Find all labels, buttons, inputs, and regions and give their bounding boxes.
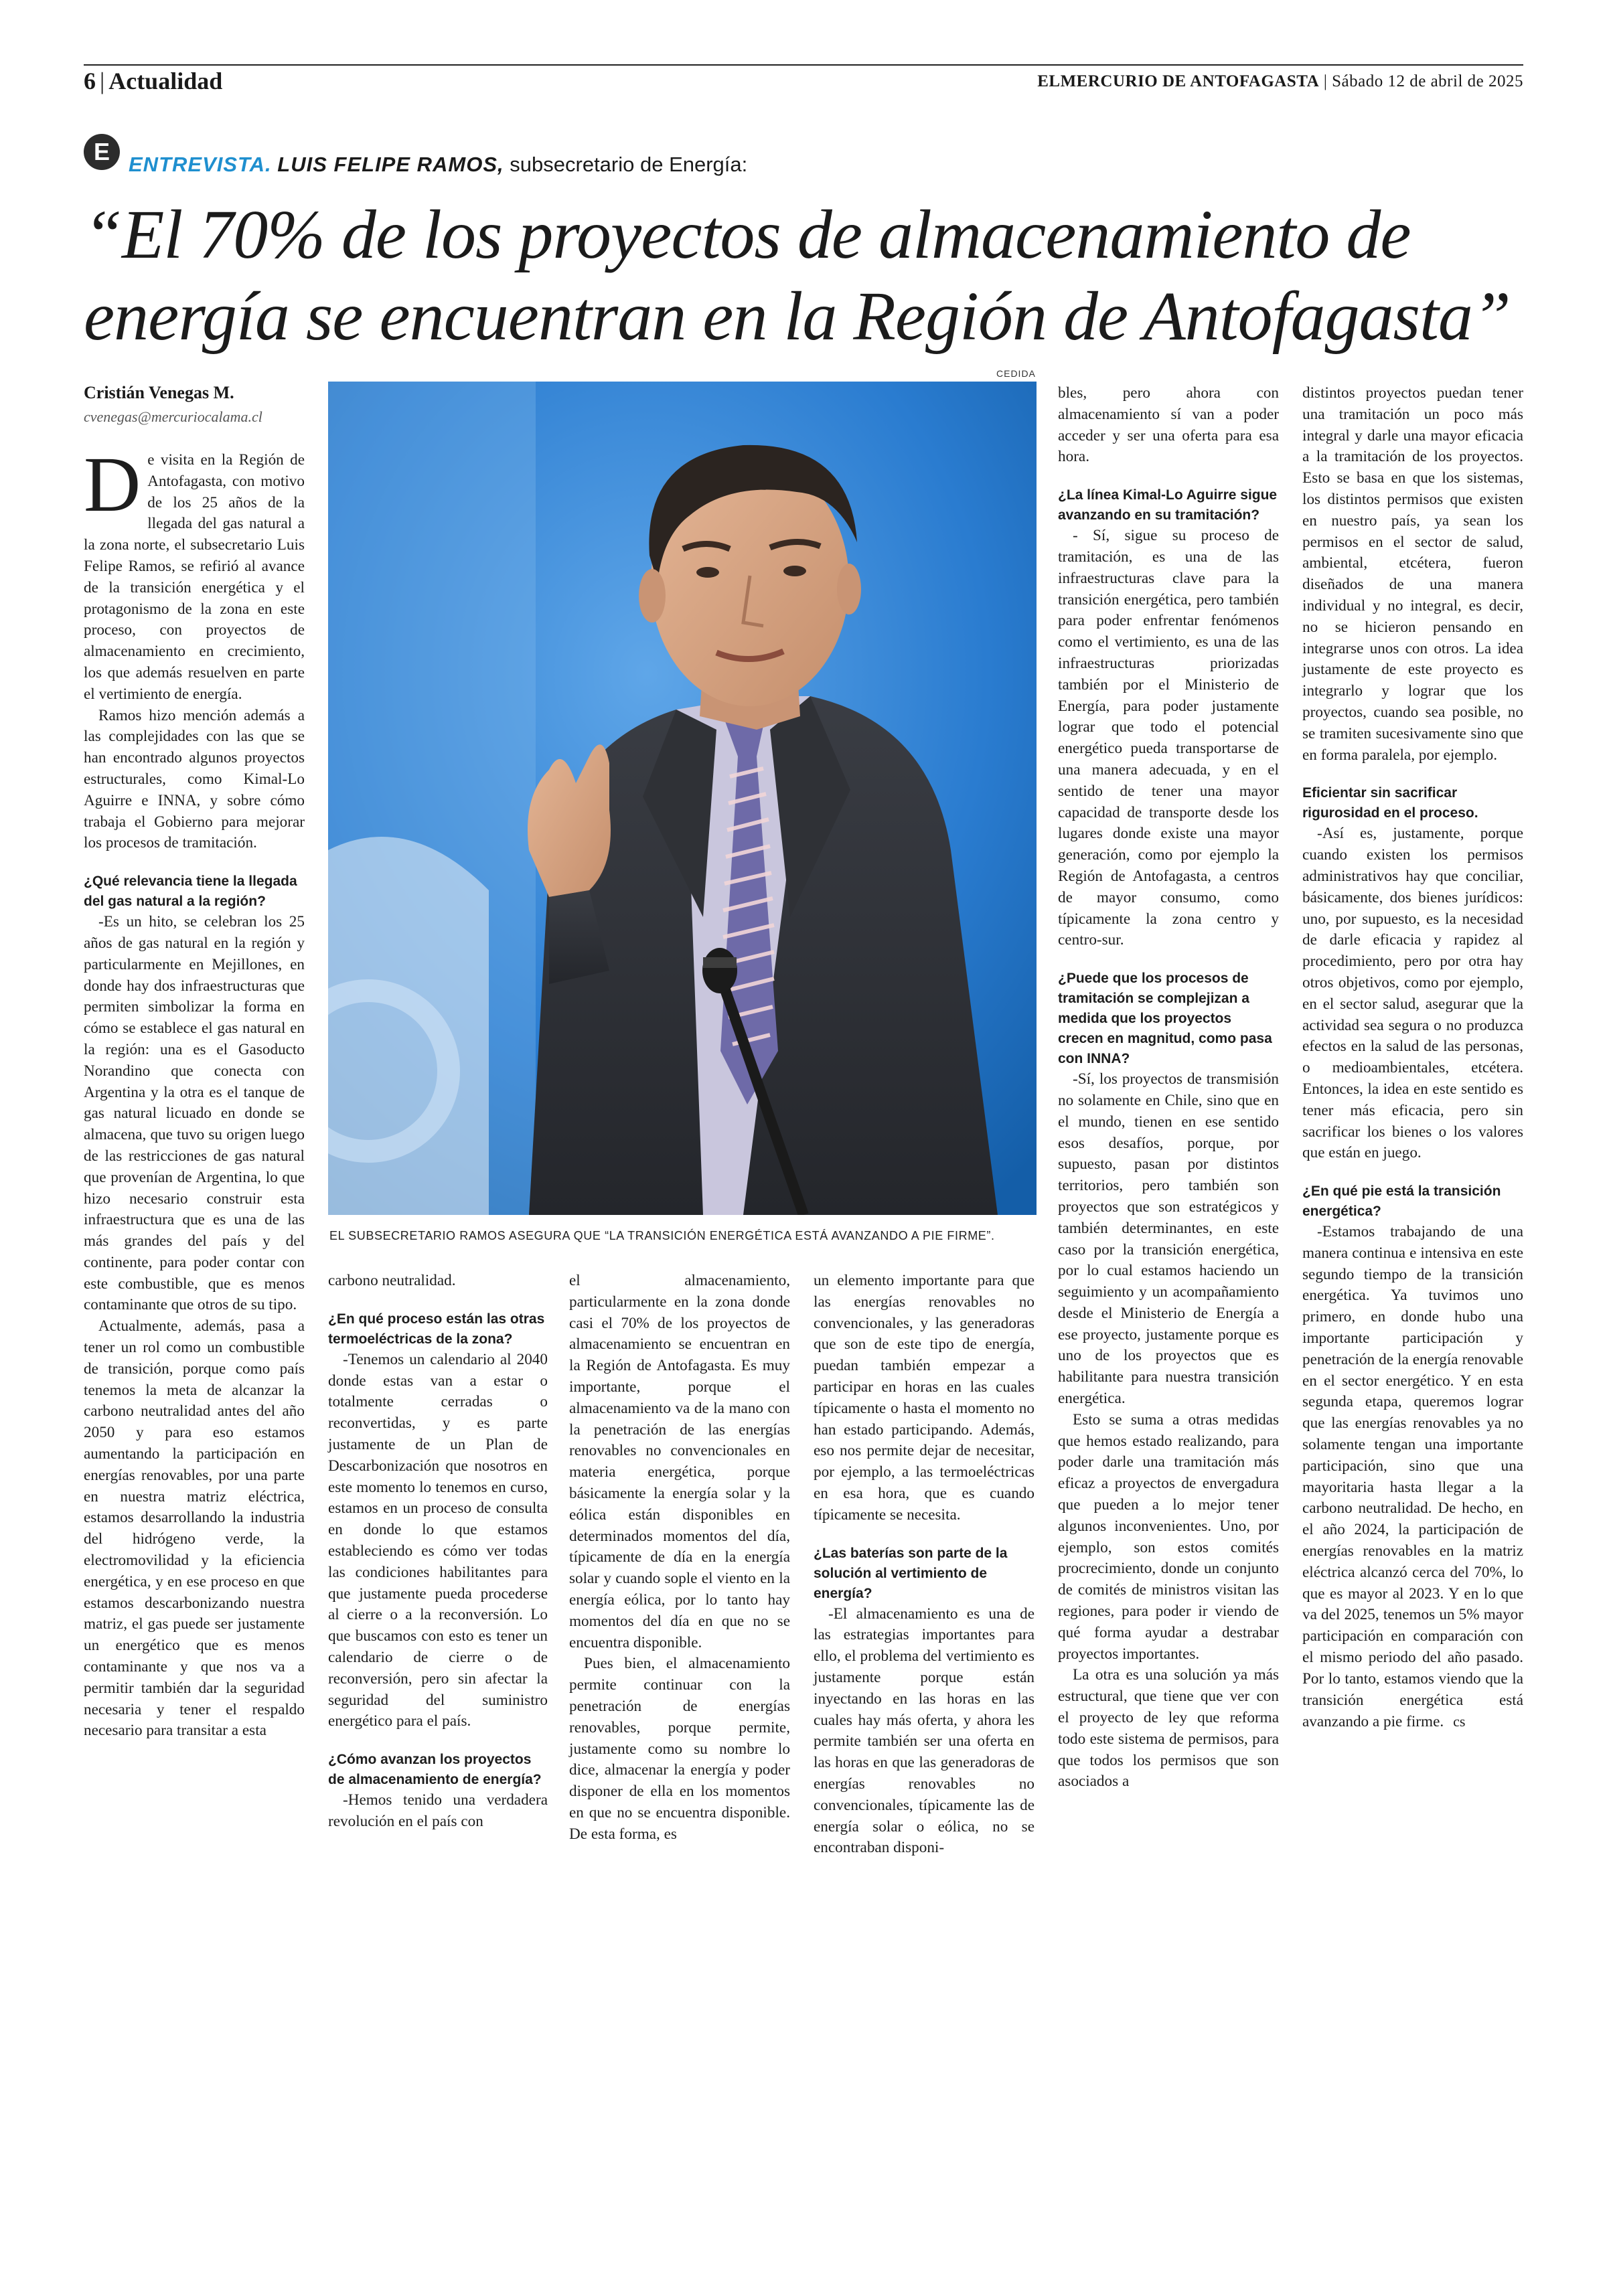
body-paragraph: -Tenemos un calendario al 2040 donde estas van a estar o totalmente cerradas o reconvertidas, y es parte justamente de un Plan de Descarbonización que nosotros en este momento lo tenemos en curso, estamos en un proceso de consulta en donde lo que estamos estableciendo es cómo ver todas las condiciones habilitantes para que justamente pueda procederse al cierre o a la reconversión. Lo que buscamos con esto es tener un calendario de cierre o de reconversión, pero sin afectar la seguridad del suministro energético para el país. bbox=[328, 1350, 548, 1730]
headline: “El 70% de los proyectos de almacenamiento de energía se encuentran en la Región de Antofagasta” bbox=[84, 196, 1511, 355]
end-mark: cs bbox=[1453, 1713, 1466, 1730]
body-paragraph: -Es un hito, se celebran los 25 años de gas natural en la región y particularmente en Mejillones, en donde hay dos infraestructuras que permiten simbolizar la forma en cómo se establece el gas natural en la región: una es el Gasoducto Norandino que conecta con Argentina y la otra es el tanque de gas natural licuado en donde se almacena, que tuvo su origen luego de las restricciones de gas natural que provenían de Argentina, lo que hizo necesario construir esta infraestructura que es una de las más grandes del país y del continente, para poder contar con este combustible, que es menos contaminante que otros de su tipo. bbox=[84, 913, 305, 1314]
header-rule bbox=[84, 64, 1523, 66]
kicker bbox=[129, 153, 747, 177]
body-paragraph: La otra es una solución ya más estructural, que tiene que ver con el proyecto de ley que reforma todo este sistema de permisos, para que todos los permisos que son asociados a bbox=[1058, 1666, 1279, 1791]
question: ¿Cómo avanzan los proyectos de almacenamiento de energía? bbox=[328, 1752, 542, 1788]
body-paragraph: bles, pero ahora con almacenamiento sí van a poder acceder y ser una oferta para esa hora. bbox=[1058, 384, 1279, 466]
kicker-role: subsecretario de Energía: bbox=[510, 153, 748, 176]
lead-paragraph: De visita en la Región de Antofagasta, con motivo de los 25 años de la llegada del gas natural a la zona norte, el subsecretario Luis Felipe Ramos, se refirió al avance de la transición energética y el protagonismo de la zona en este proceso, con proyectos de almacenamiento en crecimiento, los que además resuelven en parte el vertimiento de energía. bbox=[84, 440, 305, 703]
article-column-2 bbox=[328, 1270, 548, 1833]
publication-date: Sábado 12 de abril de 2025 bbox=[1332, 72, 1523, 90]
question: Eficientar sin sacrificar rigurosidad en el proceso. bbox=[1302, 785, 1478, 821]
body-paragraph: un elemento importante para que las energías renovables no convencionales, y las generadoras que son de este tipo de energía, puedan también empezar a participar en horas en las cuales típicamente o hasta el momento no han estado participando. Además, eso nos permite dejar de necesitar, por ejemplo, a las termoeléctricas en esa hora, que es cuando típicamente se necesita. bbox=[814, 1272, 1035, 1524]
publication-name: ELMERCURIO DE ANTOFAGASTA bbox=[1037, 72, 1320, 90]
speaker-illustration bbox=[328, 382, 1037, 1215]
photo-credit: CEDIDA bbox=[996, 368, 1036, 379]
question: ¿En qué proceso están las otras termoeléctricas de la zona? bbox=[328, 1311, 545, 1347]
photo-caption: EL SUBSECRETARIO RAMOS ASEGURA QUE “LA TRANSICIÓN ENERGÉTICA ESTÁ AVANZANDO A PIE FIRME”. bbox=[329, 1229, 995, 1242]
section-badge: E bbox=[84, 134, 120, 170]
body-paragraph: -Así es, justamente, porque cuando existen los permisos administrativos hay que conciliar, básicamente, dos bienes jurídicos: uno, por supuesto, es la necesidad de darle eficacia y rapidez al procedimiento, pero por otra hay otros objetivos, como por ejemplo, en el sector salud, asegurar que la actividad sea segura o no produzca efectos en la salud de las personas, o medioambientales, etcétera. Entonces, la idea en este sentido es tener más eficacia, pero sin sacrificar los bienes o los valores que están en juego. bbox=[1302, 825, 1523, 1162]
question: ¿En qué pie está la transición energética? bbox=[1302, 1183, 1501, 1220]
question: ¿Qué relevancia tiene la llegada del gas natural a la región? bbox=[84, 874, 297, 910]
kicker-label: ENTREVISTA. bbox=[129, 153, 272, 176]
byline-author: Cristián Venegas M. bbox=[84, 383, 234, 402]
body-paragraph: carbono neutralidad. bbox=[328, 1272, 456, 1289]
question: ¿Las baterías son parte de la solución al vertimiento de energía? bbox=[814, 1545, 1008, 1601]
dropcap: D bbox=[84, 440, 141, 528]
body-paragraph: -El almacenamiento es una de las estrategias importantes para ello, el problema del vertimiento es justamente porque están inyectando en las horas en las cuales hay más oferta, y ahora les permite también ser una oferta en las horas en que las generadoras de energías renovables no convencionales, típicamente las de energía solar o eólica, no se encontraban disponi- bbox=[814, 1605, 1035, 1857]
page-number: 6 bbox=[84, 68, 96, 94]
article-column-5 bbox=[1058, 383, 1279, 1793]
kicker-person: LUIS FELIPE RAMOS, bbox=[277, 153, 504, 176]
body-paragraph: Pues bien, el almacenamiento permite continuar con la penetración de energías renovables, porque permite, justamente como su nombre lo dice, almacenar la energía y poder disponer de ella en los momentos en que no se encuentra disponible. De esta forma, es bbox=[569, 1655, 790, 1843]
article-column-6 bbox=[1302, 383, 1523, 1733]
body-paragraph: -Sí, los proyectos de transmisión no solamente en Chile, sino que en el mundo, tienen en ese sentido esos desafíos, porque, por supuesto, pasan por distintos territorios, pero también son proyectos que son estratégicos y también determinantes, en este caso por la transición energética, por lo cual estamos haciendo un seguimiento y un acompañamiento desde el Ministerio de Energía a ese proyecto, justamente porque es uno de los proyectos que es habilitante para nuestra transición energética. bbox=[1058, 1070, 1279, 1408]
body-paragraph: Ramos hizo mención además a las complejidades con las que se han encontrado algunos proyectos estructurales, como Kimal-Lo Aguirre e INNA, y sobre cómo trabaja el Gobierno para mejorar los procesos de tramitación. bbox=[84, 706, 305, 852]
article-column-3 bbox=[569, 1270, 790, 1846]
section-name: Actualidad bbox=[108, 68, 223, 94]
page-section-label: 6 | Actualidad bbox=[84, 68, 223, 94]
body-paragraph: -Estamos trabajando de una manera continua e intensiva en este segundo tiempo de la transición energética. Ya tuvimos uno primero, en donde hubo una importante participación y penetración de la energía renovable en el sector energético. Y en esta segunda etapa, queremos lograr que las energías renovables ya no solamente tengan una importante participación, sino que una mayoritaria hasta llegar a la carbono neutralidad. De hecho, en el año 2024, la participación de energías renovables en la matriz eléctrica alcanzó cerca del 70%, lo que es mayor al 2023. Y en lo que va del 2025, tenemos un 5% mayor participación en comparación con el mismo periodo del año pasado. Por lo tanto, estamos viendo que la transición energética está avanzando a pie firme. cs bbox=[1302, 1223, 1523, 1731]
article-column-1 bbox=[84, 440, 305, 1742]
question: ¿La línea Kimal-Lo Aguirre sigue avanzando en su tramitación? bbox=[1058, 487, 1278, 523]
body-paragraph: el almacenamiento, particularmente en la zona donde casi el 70% de los proyectos de almacenamiento se encuentran en la Región de Antofagasta. Es muy importante, porque el almacenamiento va de la mano con la penetración de las energías renovables no convencionales en materia energética, porque básicamente la energía solar y la eólica están disponibles en determinados momentos del día, típicamente de día en la energía solar y cuando sople el viento en la energía eólica, por lo tanto hay momentos del día en que no se encuentra disponible. bbox=[569, 1272, 790, 1651]
byline-email: cvenegas@mercuriocalama.cl bbox=[84, 408, 262, 425]
body-paragraph: -Hemos tenido una verdadera revolución en el país con bbox=[328, 1791, 548, 1830]
body-paragraph: distintos proyectos puedan tener una tramitación un poco más integral y darle una mayor eficacia a la tramitación de los proyectos. Esto se basa en que los sistemas, los distintos permisos que existen en nuestro país, ya sean los permisos en el sector de salud, ambiental, etcétera, fueron diseñados de una manera individual y no integral, es decir, no se hicieron pensando en integrarse unos con otros. La idea justamente de este proyecto es integrarlo y lograr que los proyectos, cuando sea posible, no se tramiten sucesivamente sino que en forma paralela, por ejemplo. bbox=[1302, 384, 1523, 764]
question: ¿Puede que los procesos de tramitación se complejizan a medida que los proyectos crecen en magnitud, como pasa con INNA? bbox=[1058, 971, 1272, 1067]
article-column-4 bbox=[814, 1270, 1035, 1859]
article-photo bbox=[328, 382, 1037, 1215]
publication-info: ELMERCURIO DE ANTOFAGASTA | Sábado 12 de abril de 2025 bbox=[1037, 72, 1523, 90]
body-paragraph: Esto se suma a otras medidas que hemos estado realizando, para poder darle una tramitación más eficaz a proyectos de envergadura que pueden a lo mejor tener algunos inconvenientes. Uno, por ejemplo, son estos comités procrecimiento, donde un conjunto de comités de ministros visitan las regiones, para poder ir viendo de qué forma ayudar a destrabar proyectos importantes. bbox=[1058, 1410, 1279, 1663]
body-paragraph: - Sí, sigue su proceso de tramitación, es una de las infraestructuras clave para la transición energética, pero también para poder enfrentar fenómenos como el vertimiento, es una de las infraestructuras priorizadas también por el Ministerio de Energía, para poder justamente lograr que todo el potencial energético pueda transportarse de una manera adecuada, y en el sentido de tener una mayor capacidad de transporte desde los lugares donde existe una mayor generación, como por ejemplo la Región de Antofagasta, a centros de mayor consumo, como típicamente la zona centro y centro-sur. bbox=[1058, 527, 1279, 949]
body-paragraph: Actualmente, además, pasa a tener un rol como un combustible de transición, porque como país tenemos la meta de alcanzar la carbono neutralidad antes del año 2050 y para eso estamos aumentando la participación en energías renovables, por una parte en nuestra matriz eléctrica, estamos desarrollando la industria del hidrógeno verde, la electromovilidad y la eficiencia energética, y en ese proceso en que estamos descarbonizando nuestra matriz, el gas puede ser justamente un energético que es menos contaminante y que nos va a permitir también dar la seguridad necesaria y tener el respaldo necesario para transitar a esta bbox=[84, 1317, 305, 1740]
